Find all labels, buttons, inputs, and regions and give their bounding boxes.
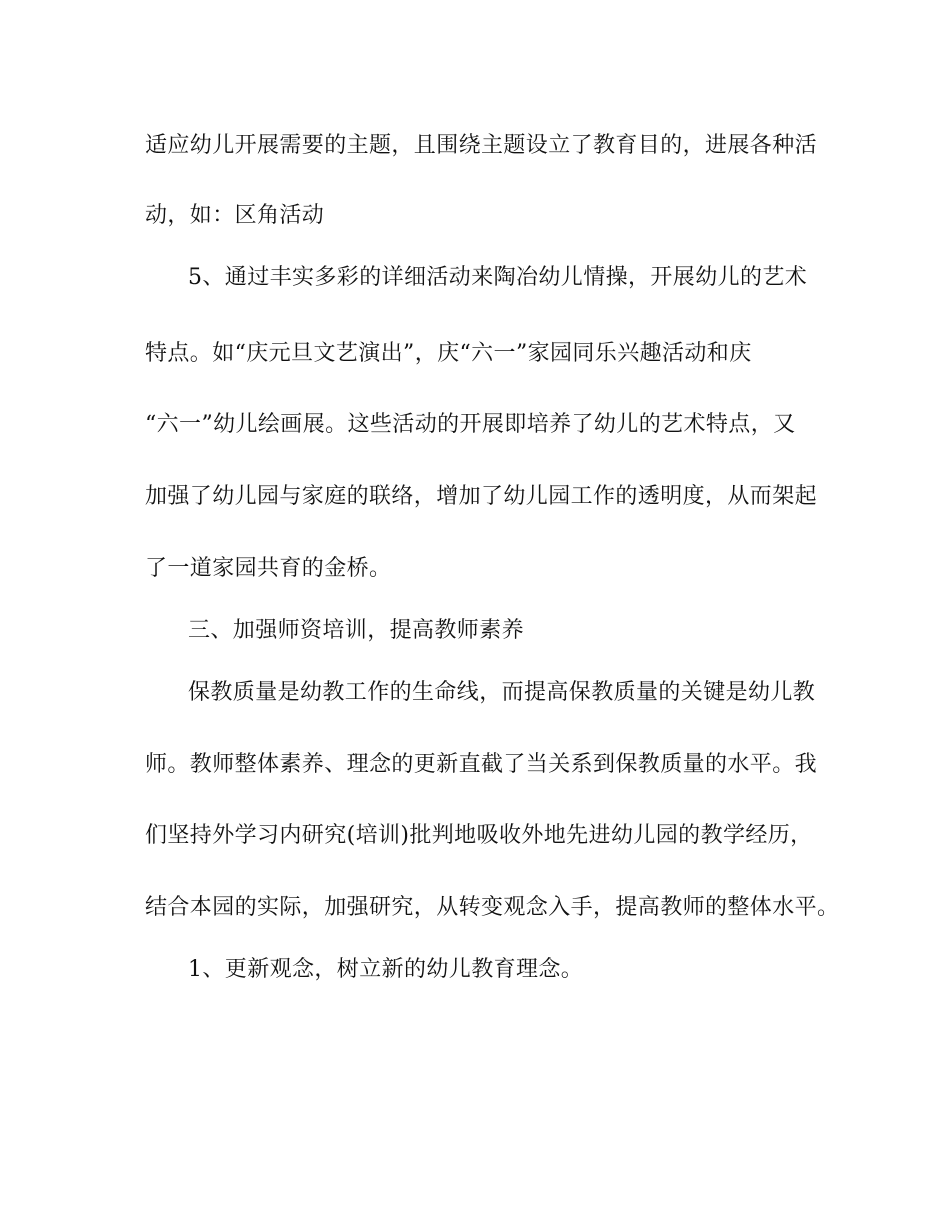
text-line: 师。教师整体素养、理念的更新直截了当关系到保教质量的水平。我 bbox=[145, 752, 818, 777]
text-line: 加强了幼儿园与家庭的联络，增加了幼儿园工作的透明度，从而架起 bbox=[145, 484, 818, 509]
text-line: 了一道家园共育的金桥。 bbox=[145, 556, 392, 581]
subsection-heading: 1、更新观念，树立新的幼儿教育理念。 bbox=[188, 957, 584, 982]
text-line: 结合本园的实际，加强研究，从转变观念入手，提高教师的整体水平。 bbox=[145, 895, 840, 920]
text-line: 们坚持外学习内研究(培训)批判地吸收外地先进幼儿园的教学经历， bbox=[145, 823, 813, 848]
section-heading: 三、加强师资培训，提高教师素养 bbox=[188, 618, 525, 643]
text-line: 适应幼儿开展需要的主题，且围绕主题设立了教育目的，进展各种活 bbox=[145, 133, 818, 158]
text-line-indented: 5、通过丰实多彩的详细活动来陶冶幼儿情操，开展幼儿的艺术 bbox=[188, 265, 808, 290]
text-line-indented: 保教质量是幼教工作的生命线，而提高保教质量的关键是幼儿教 bbox=[188, 680, 816, 705]
text-line: 动，如：区角活动 bbox=[145, 203, 325, 228]
text-line: “六一”幼儿绘画展。这些活动的开展即培养了幼儿的艺术特点，又 bbox=[145, 412, 796, 437]
text-line: 特点。如“庆元旦文艺演出”，庆“六一”家园同乐兴趣活动和庆 bbox=[145, 341, 752, 366]
